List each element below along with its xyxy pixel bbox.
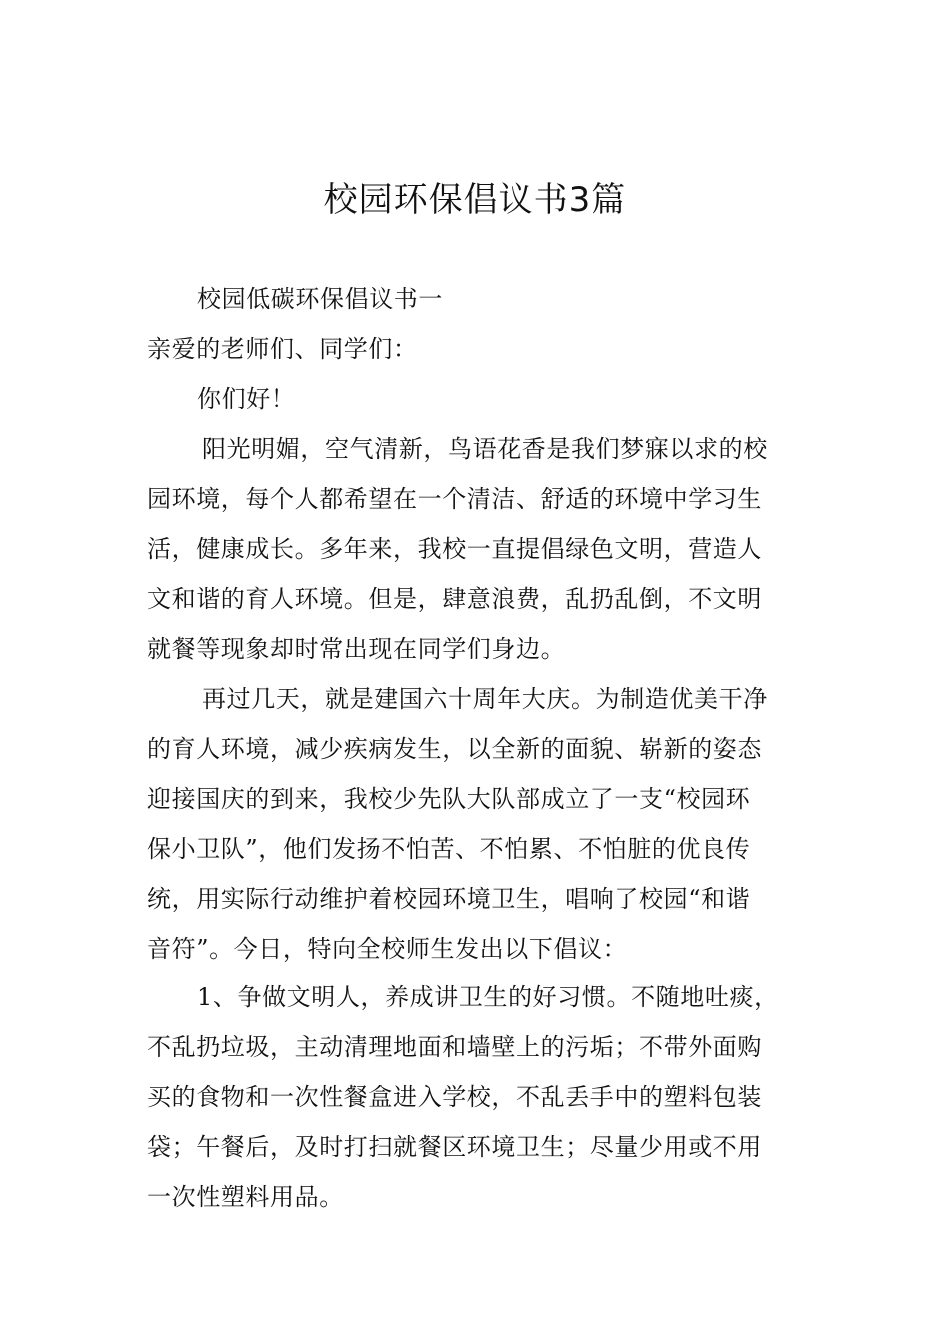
paragraph-line: 的育人环境，减少疾病发生，以全新的面貌、崭新的姿态 bbox=[147, 735, 762, 763]
paragraph-line: 保小卫队”，他们发扬不怕苦、不怕累、不怕脏的优良传 bbox=[147, 835, 751, 863]
paragraph-line: 一次性塑料用品。 bbox=[147, 1183, 344, 1211]
salutation bbox=[147, 374, 807, 424]
section-subtitle bbox=[147, 274, 807, 324]
greeting bbox=[147, 324, 807, 374]
paragraph-3 bbox=[147, 972, 807, 1222]
paragraph-1 bbox=[147, 424, 807, 674]
paragraph-line: 再过几天，就是建国六十周年大庆。为制造优美干净 bbox=[202, 685, 768, 713]
paragraph-line: 园环境，每个人都希望在一个清洁、舒适的环境中学习生 bbox=[147, 485, 762, 513]
paragraph-line: 音符”。今日，特向全校师生发出以下倡议： bbox=[147, 935, 628, 963]
paragraph-line: 阳光明媚，空气清新，鸟语花香是我们梦寐以求的校 bbox=[202, 435, 768, 463]
subtitle-line: 校园低碳环保倡议书一 bbox=[197, 285, 443, 313]
paragraph-line: 迎接国庆的到来，我校少先队大队部成立了一支“校园环 bbox=[147, 785, 751, 813]
paragraph-line: 不乱扔垃圾，主动清理地面和墙壁上的污垢；不带外面购 bbox=[147, 1033, 762, 1061]
paragraph-line: 就餐等现象却时常出现在同学们身边。 bbox=[147, 635, 566, 663]
paragraph-line: 活，健康成长。多年来，我校一直提倡绿色文明，营造人 bbox=[147, 535, 762, 563]
document-title: 校园环保倡议书3篇 bbox=[323, 180, 627, 220]
paragraph-line: 文和谐的育人环境。但是，肆意浪费，乱扔乱倒，不文明 bbox=[147, 585, 762, 613]
paragraph-line: 袋；午餐后，及时打扫就餐区环境卫生；尽量少用或不用 bbox=[147, 1133, 762, 1161]
paragraph-line: 统，用实际行动维护着校园环境卫生，唱响了校园“和谐 bbox=[147, 885, 751, 913]
paragraph-line: 1、争做文明人，养成讲卫生的好习惯。不随地吐痰， bbox=[197, 983, 779, 1011]
greeting-line: 亲爱的老师们、同学们： bbox=[147, 335, 418, 363]
salutation-line: 你们好！ bbox=[197, 385, 296, 413]
paragraph-2 bbox=[147, 674, 807, 974]
paragraph-line: 买的食物和一次性餐盒进入学校，不乱丢手中的塑料包装 bbox=[147, 1083, 762, 1111]
